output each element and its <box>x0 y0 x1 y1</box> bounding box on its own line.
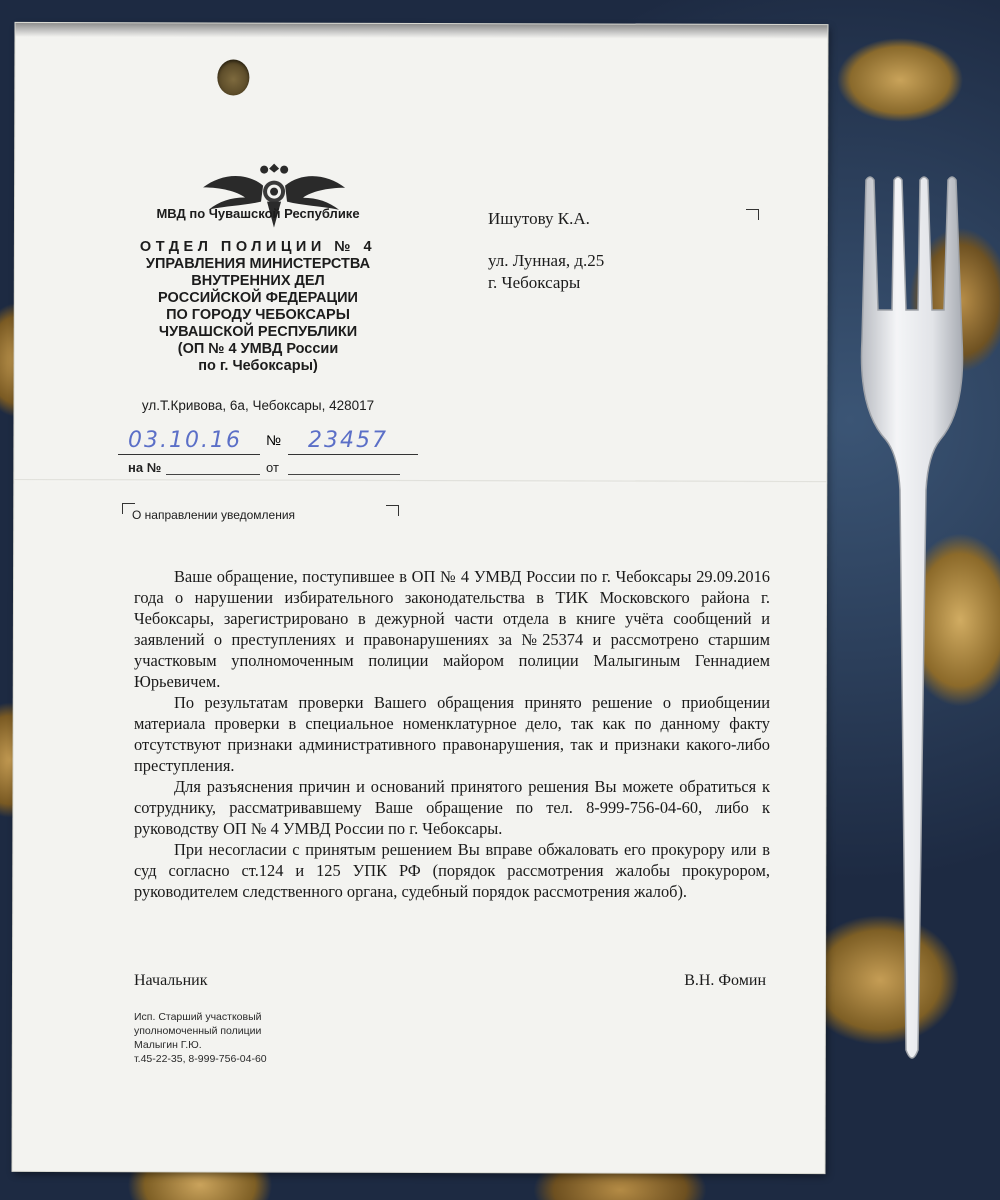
body-paragraph: По результатам проверки Вашего обращения принято решение о приобщении материала проверки в специальное номенклатурное дело, так как по данному факту отсутствуют признаки административного правонарушения, так и признаки какого-либо преступления. <box>134 693 770 775</box>
letterhead-dept-line: ВНУТРЕННИХ ДЕЛ <box>191 273 325 289</box>
registration-number-label: № <box>266 432 282 448</box>
executor-line: Малыгин Г.Ю. <box>134 1039 202 1051</box>
addressee-block <box>488 208 604 294</box>
letterhead-region: МВД по Чувашской Республике <box>156 206 360 221</box>
letterhead-dept-line: ПО ГОРОДУ ЧЕБОКСАРЫ <box>166 307 350 323</box>
addressee-city: г. Чебоксары <box>488 273 581 292</box>
body-paragraph: Для разъяснения причин и оснований принятого решения Вы можете обратиться к сотруднику, рассматривавшему Ваше обращение по тел. 8-999-756-04-60, либо к руководству ОП № 4 УМВД России по г. Чебоксары. <box>134 777 770 838</box>
addressee-corner-mark <box>746 209 759 220</box>
signatory-name: В.Н. Фомин <box>684 972 766 989</box>
registration-row <box>118 428 418 458</box>
executor-line: т.45-22-35, 8-999-756-04-60 <box>134 1053 267 1065</box>
reference-date-label: от <box>266 460 279 475</box>
signatory-title: Начальник <box>134 972 208 989</box>
addressee-street: ул. Лунная, д.25 <box>488 251 605 270</box>
letterhead <box>102 206 414 413</box>
letter-body <box>134 566 770 902</box>
letterhead-dept-line: УПРАВЛЕНИЯ МИНИСТЕРСТВА <box>145 256 371 272</box>
body-paragraph: Ваше обращение, поступившее в ОП № 4 УМВД России по г. Чебоксары 29.09.2016 года о нарушении избирательного законодательства в ТИК Московского района г. Чебоксары, зарегистрировано в дежурной части отдела в книге учёта сообщений и заявлений о преступлениях и правонарушениях за №25374 и рассмотрено старшим участковым уполномоченным полиции майором полиции Малыгиным Геннадием Юрьевичем. <box>134 567 770 691</box>
handwritten-outgoing-number: 23457 <box>308 428 388 453</box>
executor-line: уполномоченный полиции <box>134 1025 262 1037</box>
punch-hole <box>217 59 249 95</box>
date-underline <box>118 454 260 455</box>
plastic-fork <box>848 170 998 1070</box>
executor-block <box>134 1010 374 1066</box>
paper-fold-line <box>14 479 826 483</box>
letterhead-dept-line: ОТДЕЛ ПОЛИЦИИ № 4 <box>139 239 377 255</box>
letter-subject: О направлении уведомления <box>132 508 296 522</box>
letterhead-dept-line: РОССИЙСКОЙ ФЕДЕРАЦИИ <box>158 290 358 306</box>
executor-line: Исп. Старший участковый <box>134 1011 262 1023</box>
body-paragraph: При несогласии с принятым решением Вы вправе обжаловать его прокурору или в суд согласно ст.124 и 125 УПК РФ (порядок рассмотрения жалобы прокурором, руководителем следственного органа, судебный порядок рассмотрения жалоб). <box>134 840 770 901</box>
paper-top-edge <box>15 23 827 39</box>
reference-number-label: на № <box>128 460 162 475</box>
addressee-name: Ишутову К.А. <box>488 209 590 228</box>
number-underline <box>288 454 418 455</box>
reference-date-blank <box>288 474 400 475</box>
letterhead-dept-line: по г. Чебоксары) <box>198 358 318 374</box>
letterhead-dept-line: ЧУВАШСКОЙ РЕСПУБЛИКИ <box>158 324 358 340</box>
letterhead-dept-line: (ОП № 4 УМВД России <box>177 341 339 357</box>
letterhead-address: ул.Т.Кривова, 6а, Чебоксары, 428017 <box>141 398 375 413</box>
reference-number-blank <box>166 474 260 475</box>
handwritten-date: 03.10.16 <box>128 428 242 453</box>
subject-corner-mark <box>386 505 399 516</box>
